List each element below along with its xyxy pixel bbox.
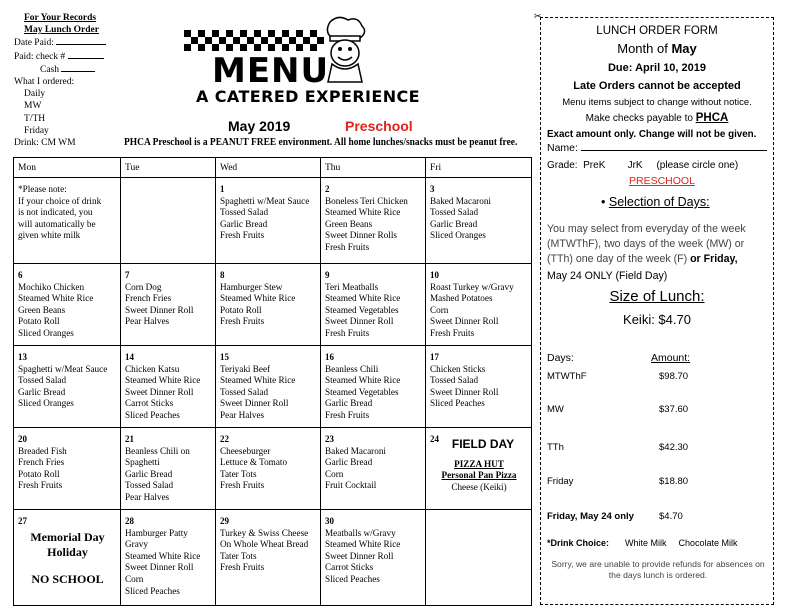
menu-item: Fresh Fruits (18, 480, 63, 491)
calendar-day-cell (14, 346, 121, 428)
menu-item: Gravy (125, 539, 148, 550)
form-due: Due: April 10, 2019 (607, 62, 707, 74)
price-days: TTh (547, 442, 564, 453)
scissors-icon: ✂ (534, 11, 542, 21)
calendar-day-cell (121, 428, 216, 510)
price-amount: $98.70 (659, 371, 689, 382)
name-field[interactable] (581, 142, 767, 151)
check-number-blank[interactable] (68, 50, 104, 59)
form-month-prefix: Month of (617, 41, 672, 56)
menu-item: Corn (125, 573, 144, 584)
price-amount: $18.80 (659, 476, 689, 487)
menu-item: Boneless Teri Chicken (325, 195, 408, 206)
menu-item: Potato Roll (18, 468, 60, 479)
calendar-day-cell (426, 346, 532, 428)
menu-item: Lettuce & Tomato (220, 457, 288, 468)
logo-word: MENU (212, 51, 330, 88)
drink-row: Drink: CM WM (14, 138, 76, 149)
day-header: Thu (321, 158, 426, 178)
menu-item: Steamed Vegetables (325, 304, 399, 315)
calendar-date: 15 (220, 352, 229, 362)
menu-item: Teriyaki Beef (220, 363, 271, 374)
records-heading: For Your Records (24, 13, 97, 23)
calendar-week-row (14, 428, 532, 510)
form-checks-prefix: Make checks payable to (585, 113, 696, 124)
price-days: MW (547, 404, 564, 415)
menu-item: Fresh Fruits (220, 480, 265, 491)
menu-item: Sweet Dinner Roll (430, 386, 499, 397)
menu-item: Sweet Dinner Roll (220, 398, 289, 409)
menu-item: Meatballs w/Gravy (325, 527, 396, 538)
records-subheading: May Lunch Order (24, 25, 99, 36)
menu-item: Baked Macaroni (430, 195, 491, 206)
calendar-date: 13 (18, 352, 27, 362)
size-heading (541, 288, 773, 305)
calendar-day-cell (216, 510, 321, 606)
form-subject-notice: Menu items subject to change without notice. (562, 97, 752, 108)
price-days: Friday, May 24 only (547, 511, 634, 522)
month-title: May 2019 (228, 118, 291, 134)
menu-item: Sliced Oranges (18, 398, 74, 409)
form-name-label: Name: (547, 142, 578, 154)
field-day-title: FIELD DAY (451, 436, 515, 451)
selection-text (547, 222, 773, 267)
form-grade-line[interactable]: Grade: PreK JrK (please circle one) (547, 160, 739, 171)
menu-item: Fresh Fruits (220, 230, 265, 241)
menu-item: French Fries (18, 457, 65, 468)
price-days: Friday (547, 476, 574, 487)
menu-item: Spaghetti (125, 457, 160, 468)
menu-item: Hamburger Patty (125, 527, 188, 538)
size-heading-text: Size of Lunch: (609, 288, 705, 305)
drink-chocolate-milk[interactable]: Chocolate Milk (678, 538, 738, 548)
amount-label: Amount: (651, 352, 691, 364)
menu-item: Sweet Dinner Roll (430, 316, 499, 327)
field-day-vendor: PIZZA HUT (454, 458, 504, 469)
menu-item: Corn (430, 304, 449, 315)
menu-item: Chicken Katsu (125, 363, 180, 374)
calendar-date: 10 (430, 270, 439, 280)
menu-item: Steamed Vegetables (325, 386, 399, 397)
menu-item: Garlic Bread (430, 218, 478, 229)
menu-item: Sliced Peaches (325, 573, 380, 584)
selection-body: You may select from everyday of the week (MTWThF), two days of the week (MW) or (TTh) one day of the week (F) (547, 223, 746, 265)
menu-item: Corn Dog (125, 281, 162, 292)
menu-item: Fresh Fruits (220, 316, 265, 327)
form-preschool-label: PRESCHOOL (629, 175, 695, 187)
calendar-date: 29 (220, 516, 229, 526)
date-paid-row (14, 36, 124, 49)
form-title: LUNCH ORDER FORM (596, 25, 718, 37)
record-option-mw: MW (24, 101, 42, 112)
refund-note: Sorry, we are unable to provide refunds for absences on the days lunch is ordered. (551, 559, 765, 580)
menu-item: Sliced Peaches (125, 585, 180, 596)
menu-item: Steamed White Rice (220, 293, 296, 304)
calendar-date: 16 (325, 352, 334, 362)
calendar-day-cell (14, 264, 121, 346)
records-box (14, 12, 124, 149)
calendar-week-row (14, 178, 532, 264)
menu-item: Fresh Fruits (220, 562, 265, 573)
paid-check-row (14, 50, 124, 63)
menu-item: Roast Turkey w/Gravy (430, 281, 514, 292)
menu-item: Beanless Chili on (125, 445, 190, 456)
menu-item: Pear Halves (220, 409, 265, 420)
menu-item: On Whole Wheat Bread (220, 539, 309, 550)
record-option-daily: Daily (24, 89, 46, 100)
menu-item: Garlic Bread (220, 218, 268, 229)
day-header: Tue (121, 158, 216, 178)
calendar-date: 28 (125, 516, 134, 526)
chef-icon (327, 17, 364, 82)
menu-item: Sliced Peaches (430, 398, 485, 409)
calendar-day-cell (121, 510, 216, 606)
record-option-tth: T/TH (24, 113, 46, 124)
menu-item: Teri Meatballs (325, 281, 379, 292)
selection-heading: • Selection of Days: (601, 195, 710, 209)
calendar-day-cell (216, 178, 321, 264)
menu-item: Tossed Salad (220, 386, 269, 397)
day-header: Fri (426, 158, 532, 178)
menu-item: Cheeseburger (220, 445, 271, 456)
calendar-date: 9 (325, 270, 330, 280)
menu-item: French Fries (125, 293, 172, 304)
menu-item: Fruit Cocktail (325, 480, 377, 491)
menu-item: Tater Tots (220, 550, 257, 561)
price-amount: $4.70 (659, 511, 683, 522)
menu-item: Corn (325, 468, 344, 479)
menu-item: Steamed White Rice (125, 550, 201, 561)
menu-item: Garlic Bread (125, 468, 173, 479)
calendar-day-cell (121, 346, 216, 428)
calendar-day-cell (216, 428, 321, 510)
calendar-date: 22 (220, 434, 229, 444)
form-name-row (547, 142, 767, 154)
calendar-day-cell (321, 346, 426, 428)
calendar-date: 2 (325, 184, 330, 194)
cash-label: Cash (40, 64, 59, 75)
menu-item: Steamed White Rice (325, 293, 401, 304)
menu-item: Potato Roll (18, 316, 60, 327)
menu-item: Fresh Fruits (325, 327, 370, 338)
menu-item: Steamed White Rice (220, 375, 296, 386)
menu-item: Tossed Salad (125, 480, 174, 491)
what-ordered-label: What I ordered: (14, 77, 75, 88)
peanut-free-notice: PHCA Preschool is a PEANUT FREE environment. All home lunches/snacks must be peanut free. (124, 137, 518, 148)
menu-item: Steamed White Rice (325, 207, 401, 218)
menu-item: Tossed Salad (18, 375, 67, 386)
menu-item: Carrot Sticks (125, 398, 174, 409)
field-day-item: Personal Pan Pizza (441, 470, 517, 481)
menu-item: Garlic Bread (325, 457, 373, 468)
price-amount: $37.60 (659, 404, 689, 415)
field-day-option: Cheese (Keiki) (451, 481, 507, 492)
menu-item: is not indicated, you (18, 207, 93, 218)
calendar-date: 3 (430, 184, 435, 194)
menu-item: Spaghetti w/Meat Sauce (18, 363, 108, 374)
menu-item: Fresh Fruits (325, 241, 370, 252)
program-title: Preschool (345, 118, 413, 134)
menu-item: Turkey & Swiss Cheese (220, 527, 309, 538)
calendar-day-cell (426, 510, 532, 606)
menu-item: Pear Halves (125, 316, 170, 327)
form-late-notice: Late Orders cannot be accepted (573, 80, 741, 92)
menu-logo (180, 16, 370, 88)
calendar-day-cell (321, 264, 426, 346)
menu-item: Garlic Bread (18, 386, 66, 397)
menu-item: Sweet Dinner Roll (325, 316, 394, 327)
keiki-price: Keiki: $4.70 (623, 312, 691, 327)
selection-or-friday: or Friday, (687, 253, 738, 265)
calendar-day-cell (426, 264, 532, 346)
form-exact-notice: Exact amount only. Change will not be given. (547, 129, 757, 140)
day-header: Mon (14, 158, 121, 178)
calendar-day-cell (14, 428, 121, 510)
menu-item: Sweet Dinner Roll (125, 386, 194, 397)
menu-item: Steamed White Rice (18, 293, 94, 304)
menu-item: Fresh Fruits (430, 327, 475, 338)
calendar-date: 23 (325, 434, 334, 444)
calendar-date: 27 (18, 516, 27, 526)
menu-item: Steamed White Rice (125, 375, 201, 386)
menu-item: Tossed Salad (430, 375, 479, 386)
menu-item: Tater Tots (220, 468, 257, 479)
menu-item: Tossed Salad (220, 207, 269, 218)
cash-row (14, 63, 124, 76)
calendar-day-cell (121, 264, 216, 346)
calendar-date: 24 (430, 434, 439, 444)
no-school-label: NO SCHOOL (31, 571, 104, 586)
menu-item: Steamed White Rice (325, 375, 401, 386)
days-label: Days: (547, 352, 574, 364)
menu-item: Breaded Fish (18, 445, 67, 456)
checkered-band (184, 30, 324, 51)
menu-item: Garlic Bread (325, 398, 373, 409)
calendar-week-row (14, 264, 532, 346)
calendar-header-row (14, 158, 532, 178)
record-option-friday: Friday (24, 125, 49, 136)
calendar-day-cell (216, 346, 321, 428)
field-day-line: May 24 ONLY (Field Day) (547, 270, 668, 282)
day-header: Wed (216, 158, 321, 178)
date-paid-blank[interactable] (56, 36, 106, 45)
selection-heading-text: Selection of Days: (608, 195, 710, 209)
paid-check-label: Paid: check # (14, 51, 66, 62)
menu-item: Green Beans (18, 304, 66, 315)
price-days: MTWThF (547, 371, 587, 382)
calendar-date: 7 (125, 270, 130, 280)
calendar-week-row (14, 510, 532, 606)
calendar-date: 6 (18, 270, 23, 280)
calendar-day-cell (14, 510, 121, 606)
calendar-day-cell (321, 428, 426, 510)
menu-item: given white milk (18, 230, 81, 241)
calendar-date: 14 (125, 352, 134, 362)
menu-item: Sliced Peaches (125, 409, 180, 420)
form-month: May (671, 41, 697, 56)
calendar-day-cell (121, 178, 216, 264)
menu-item: Pear Halves (125, 491, 170, 502)
menu-item: Beanless Chili (325, 363, 379, 374)
calendar-day-cell (321, 510, 426, 606)
menu-item: Sweet Dinner Rolls (325, 230, 397, 241)
menu-item: Baked Macaroni (325, 445, 386, 456)
calendar-date: 8 (220, 270, 225, 280)
cash-blank[interactable] (61, 63, 95, 72)
menu-item: Mashed Potatoes (430, 293, 493, 304)
calendar-week-row (14, 346, 532, 428)
drink-white-milk[interactable]: White Milk (625, 538, 667, 548)
calendar-day-cell (14, 178, 121, 264)
calendar-date: 17 (430, 352, 439, 362)
menu-item: Potato Roll (220, 304, 262, 315)
drink-choice-row (547, 538, 738, 548)
holiday-label: Holiday (47, 544, 88, 559)
menu-item: Sweet Dinner Roll (325, 550, 394, 561)
menu-item: Hamburger Stew (220, 281, 283, 292)
menu-item: Mochiko Chicken (18, 281, 85, 292)
menu-item: *Please note: (18, 184, 67, 194)
menu-item: will automatically be (18, 218, 96, 229)
form-month-row (541, 41, 773, 56)
calendar-date: 1 (220, 184, 225, 194)
calendar-date: 21 (125, 434, 134, 444)
form-checks-row (541, 112, 773, 124)
logo-subtitle: A CATERED EXPERIENCE (196, 87, 420, 106)
menu-calendar (13, 157, 532, 606)
calendar-date: 20 (18, 434, 27, 444)
menu-item: Fresh Fruits (325, 409, 370, 420)
menu-item: Green Beans (325, 218, 373, 229)
menu-item: Sliced Oranges (430, 230, 486, 241)
menu-item: Sliced Oranges (18, 327, 74, 338)
menu-item: Sweet Dinner Roll (125, 304, 194, 315)
menu-item: Sweet Dinner Roll (125, 562, 194, 573)
menu-item: Tossed Salad (430, 207, 479, 218)
calendar-day-cell (216, 264, 321, 346)
price-amount: $42.30 (659, 442, 689, 453)
calendar-date: 30 (325, 516, 334, 526)
calendar-day-cell (426, 178, 532, 264)
calendar-day-cell (321, 178, 426, 264)
lunch-order-form (540, 17, 774, 605)
menu-item: Carrot Sticks (325, 562, 374, 573)
form-checks-payee: PHCA (695, 112, 729, 124)
calendar-day-cell (426, 428, 532, 510)
menu-item: Steamed White Rice (325, 539, 401, 550)
menu-item: If your choice of drink (18, 195, 102, 206)
menu-item: Chicken Sticks (430, 363, 486, 374)
holiday-label: Memorial Day (30, 529, 105, 544)
date-paid-label: Date Paid: (14, 38, 54, 49)
menu-item: Spaghetti w/Meat Sauce (220, 195, 310, 206)
drink-choice-label: *Drink Choice: (547, 538, 610, 548)
